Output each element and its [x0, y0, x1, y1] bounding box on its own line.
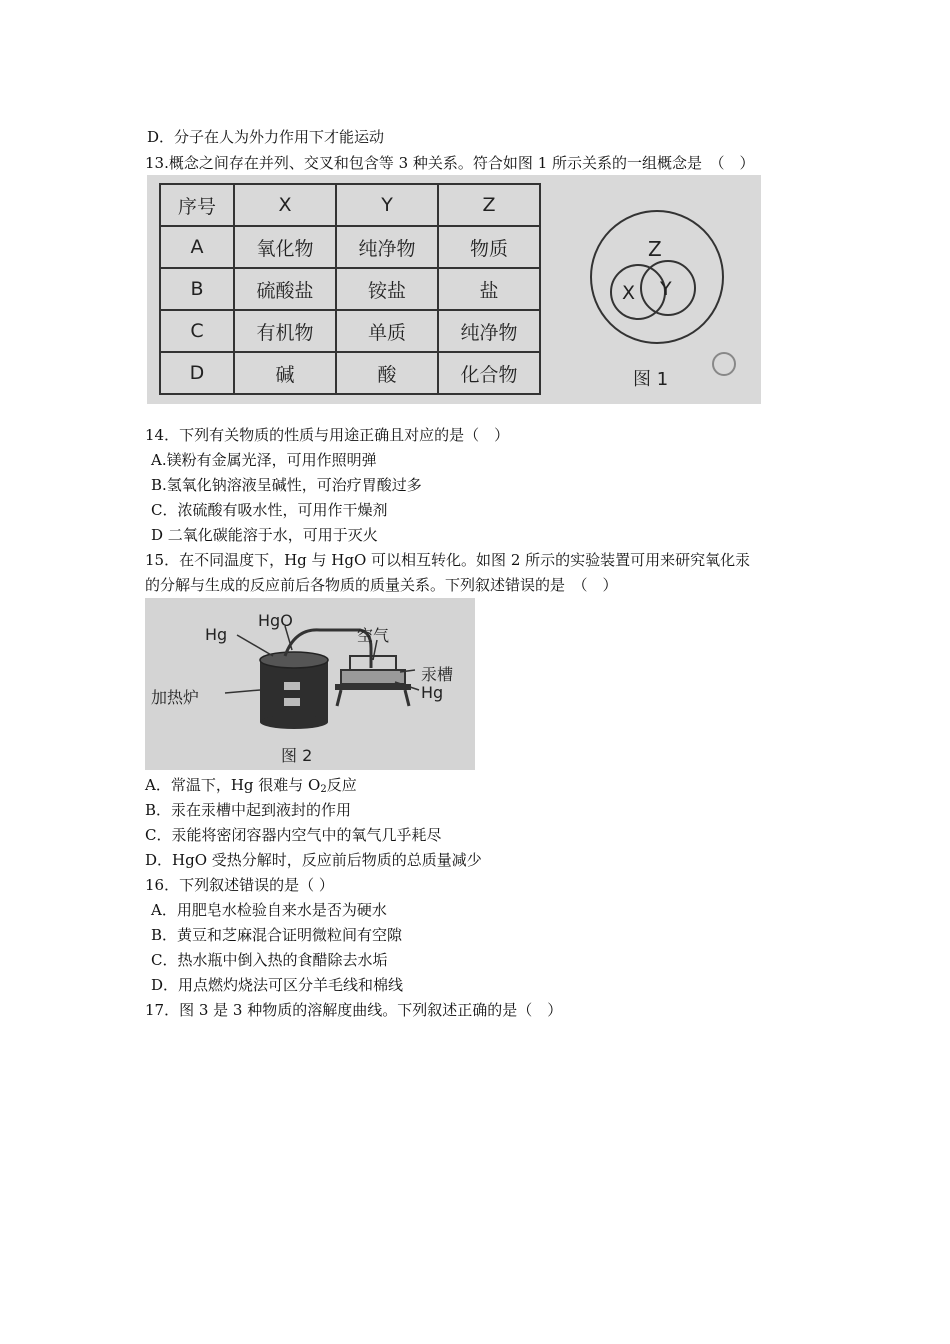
q14-option-b: B.氢氧化钠溶液呈碱性，可治疗胃酸过多 [151, 476, 422, 494]
table-row [160, 310, 540, 352]
furnace-base [260, 715, 328, 729]
stamp-mark-icon [713, 353, 735, 375]
q15-stem-line1: 15．在不同温度下，Hg 与 HgO 可以相互转化。如图 2 所示的实验装置可用来研究氧化汞 [145, 551, 751, 569]
table-row [160, 352, 540, 394]
furnace-window [284, 698, 300, 706]
table-cell: 物质 [438, 226, 540, 268]
q16-stem: 16．下列叙述错误的是（ ） [145, 876, 334, 894]
venn-label-x: X [622, 282, 636, 304]
z-circle [591, 211, 723, 343]
q16-option-d: D．用点燃灼烧法可区分羊毛线和棉线 [151, 976, 404, 994]
venn-label-z: Z [648, 237, 662, 261]
table-cell: 化合物 [438, 352, 540, 394]
table-cell: D [160, 352, 234, 394]
q12-option-d: D．分子在人为外力作用下才能运动 [147, 128, 385, 146]
furnace-window [284, 682, 300, 690]
q17-stem: 17．图 3 是 3 种物质的溶解度曲线。下列叙述正确的是（ ） [145, 1001, 563, 1019]
q14-option-a: A.镁粉有金属光泽，可用作照明弹 [151, 451, 377, 469]
venn-label-y: Y [660, 278, 672, 300]
q13-figure-scan [147, 175, 761, 404]
leader-line [225, 690, 260, 693]
stand-top [335, 684, 411, 690]
x-circle [611, 265, 665, 319]
table-header-cell: Y [336, 184, 438, 226]
q15-option-a-text: A．常温下，Hg 很难与 O [145, 776, 321, 794]
q15-stem-line2: 的分解与生成的反应前后各物质的质量关系。下列叙述错误的是 （ ） [145, 576, 618, 594]
furnace-body [260, 660, 328, 722]
table-cell: 硫酸盐 [234, 268, 336, 310]
label-hg-right: Hg [421, 683, 444, 702]
q14-stem: 14．下列有关物质的性质与用途正确且对应的是（ ） [145, 426, 510, 444]
table-row [160, 226, 540, 268]
table-header-cell: Z [438, 184, 540, 226]
table-row [160, 268, 540, 310]
q15-option-c: C．汞能将密闭容器内空气中的氧气几乎耗尽 [145, 826, 442, 844]
figure-caption: 图 2 [281, 746, 313, 765]
q16-option-a: A．用肥皂水检验自来水是否为硬水 [151, 901, 387, 919]
label-hgo: HgO [258, 611, 293, 630]
table-cell: A [160, 226, 234, 268]
table-cell: B [160, 268, 234, 310]
q15-option-d: D．HgO 受热分解时，反应前后物质的总质量减少 [145, 851, 482, 869]
table-cell: 单质 [336, 310, 438, 352]
label-air: 空气 [357, 626, 390, 645]
table-cell: 纯净物 [438, 310, 540, 352]
q14-option-c: C．浓硫酸有吸水性，可用作干燥剂 [151, 501, 388, 519]
table-cell: C [160, 310, 234, 352]
stand-leg [405, 690, 409, 706]
q14-option-d: D 二氧化碳能溶于水，可用于灭火 [151, 526, 378, 544]
table-header-cell: X [234, 184, 336, 226]
table-header-cell: 序号 [160, 184, 234, 226]
table-cell: 碱 [234, 352, 336, 394]
table-cell: 盐 [438, 268, 540, 310]
q15-option-a [145, 775, 357, 800]
concept-table [159, 183, 541, 395]
q15-option-b: B．汞在汞槽中起到液封的作用 [145, 801, 352, 819]
label-furnace: 加热炉 [151, 688, 200, 707]
q15-option-a-tail: 反应 [326, 776, 357, 794]
label-trough: 汞槽 [421, 665, 454, 684]
table-header-row [160, 184, 540, 226]
figure-caption: 图 1 [633, 369, 669, 390]
table-cell: 有机物 [234, 310, 336, 352]
table-cell: 纯净物 [336, 226, 438, 268]
q16-option-b: B．黄豆和芝麻混合证明微粒间有空隙 [151, 926, 403, 944]
table-cell: 铵盐 [336, 268, 438, 310]
table-cell: 氧化物 [234, 226, 336, 268]
table-cell: 酸 [336, 352, 438, 394]
leader-line [237, 635, 273, 656]
q15-apparatus-figure [145, 598, 475, 770]
label-hg-left: Hg [205, 625, 228, 644]
q16-option-c: C．热水瓶中倒入热的食醋除去水垢 [151, 951, 388, 969]
stand-leg [337, 690, 341, 706]
q13-stem: 13.概念之间存在并列、交叉和包含等 3 种关系。符合如图 1 所示关系的一组概念是 （ ） [145, 154, 755, 172]
q15-option-a-subscript: 2 [320, 784, 327, 795]
